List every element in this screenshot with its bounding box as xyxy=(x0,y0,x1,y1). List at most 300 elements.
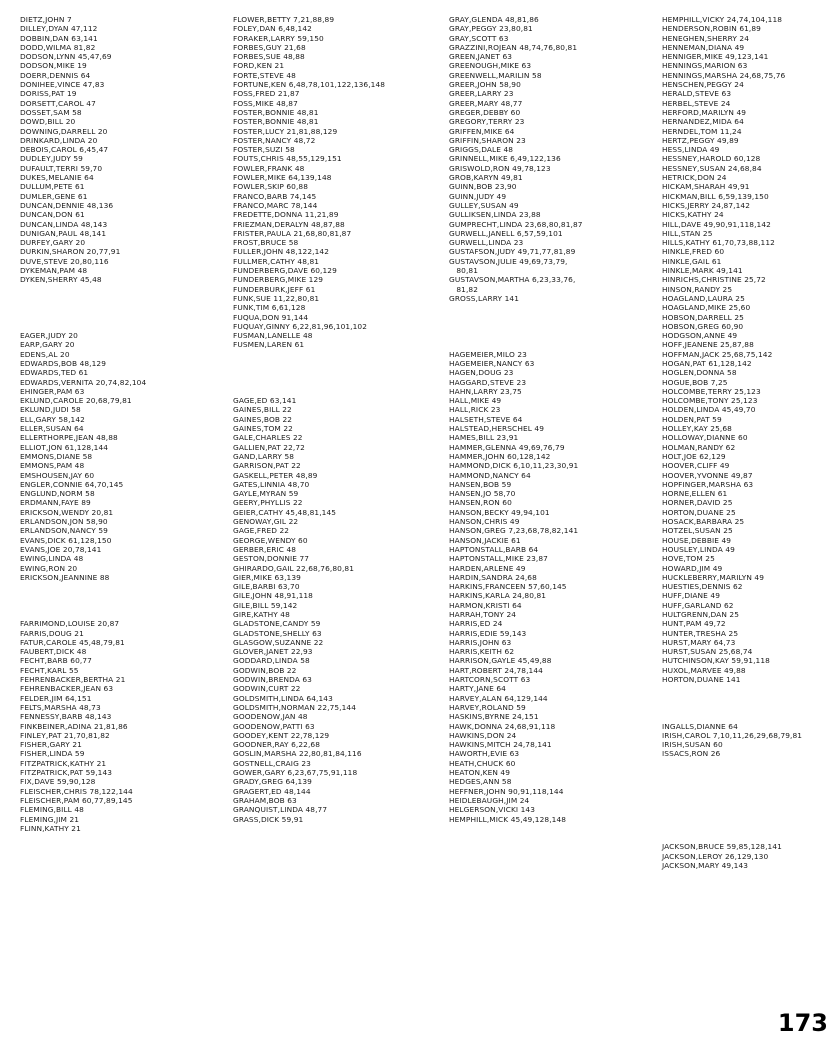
index-entry: FOLEY,DAN 6,48,142 xyxy=(233,24,312,34)
index-entry: DOWNING,DARRELL 20 xyxy=(20,126,108,136)
index-entry: ENGLUND,NORM 58 xyxy=(20,489,95,499)
index-entry: FROST,BRUCE 58 xyxy=(233,238,299,248)
index-entry: HESSNEY,SUSAN 24,68,84 xyxy=(662,163,762,173)
index-entry: HERALD,STEVE 63 xyxy=(662,89,732,99)
index-entry: FOSTER,LUCY 21,81,88,129 xyxy=(233,126,338,136)
spacer xyxy=(449,331,664,340)
index-entry: GOLDSMITH,NORMAN 22,75,144 xyxy=(233,702,357,712)
index-entry: GASKELL,PETER 48,89 xyxy=(233,470,318,480)
spacer xyxy=(449,303,664,312)
index-entry: HOAGLAND,LAURA 25 xyxy=(662,293,745,303)
index-entry: GODDARD,LINDA 58 xyxy=(233,656,310,666)
index-entry: HOUSLEY,LINDA 49 xyxy=(662,544,735,554)
index-entry: FUNDERBURK,JEFF 61 xyxy=(233,284,316,294)
index-entry: DOWD,BILL 20 xyxy=(20,117,76,127)
index-entry: HEFFNER,JOHN 90,91,118,144 xyxy=(449,786,564,796)
index-entry: DUDLEY,JUDY 59 xyxy=(20,154,83,164)
spacer xyxy=(20,610,235,619)
spacer xyxy=(662,787,840,796)
index-entry: FITZPATRICK,PAT 59,143 xyxy=(20,768,113,778)
index-entry: FUQUA,DON 91,144 xyxy=(233,312,309,322)
index-entry: HOVE,TOM 25 xyxy=(662,554,715,564)
index-entry: HENDERSON,ROBIN 61,89 xyxy=(662,24,761,34)
index-entry: HINKLE,FRED 60 xyxy=(662,247,725,257)
index-entry: FRANCO,MARC 78,144 xyxy=(233,200,318,210)
spacer xyxy=(20,601,235,610)
index-entry: FORTUNE,KEN 6,48,78,101,122,136,148 xyxy=(233,80,386,90)
index-entry: HURST,MARY 64,73 xyxy=(662,637,736,647)
index-entry: FENNESSY,BARB 48,143 xyxy=(20,712,112,722)
index-entry: HAWORTH,EVIE 63 xyxy=(449,749,520,759)
index-entry: ERLANDSON,JON 58,90 xyxy=(20,517,108,527)
index-entry: HUFF,DIANE 49 xyxy=(662,591,720,601)
index-entry: HANSON,CHRIS 49 xyxy=(449,517,520,527)
index-entry: FLOWER,BETTY 7,21,88,89 xyxy=(233,15,335,24)
index-entry: FREDETTE,DONNA 11,21,89 xyxy=(233,210,339,220)
index-entry: HERNDEL,TOM 11,24 xyxy=(662,126,742,136)
index-column-3 xyxy=(449,15,664,824)
index-entry: FISHER,LINDA 59 xyxy=(20,749,85,759)
index-entry: HASKINS,BYRNE 24,151 xyxy=(449,712,539,722)
spacer xyxy=(662,694,840,703)
index-entry: HUNTER,TRESHA 25 xyxy=(662,628,739,638)
index-entry: HEATON,KEN 49 xyxy=(449,768,511,778)
index-entry: HAPTONSTALL,BARB 64 xyxy=(449,544,539,554)
index-entry: GRAY,SCOTT 63 xyxy=(449,33,509,43)
index-entry: EDENS,AL 20 xyxy=(20,349,70,359)
index-entry: DUNCAN,DON 61 xyxy=(20,210,85,220)
index-entry: HARTCORN,SCOTT 63 xyxy=(449,675,531,685)
index-entry: FUNDERBERG,MIKE 129 xyxy=(233,275,324,285)
index-entry: EWING,RON 20 xyxy=(20,563,78,573)
index-entry: GIRE,KATHY 48 xyxy=(233,610,290,619)
spacer xyxy=(662,684,840,693)
index-entry: HEMPHILL,VICKY 24,74,104,118 xyxy=(662,15,783,24)
spacer xyxy=(449,313,664,322)
index-entry: FELTS,MARSHA 48,73 xyxy=(20,702,101,712)
index-entry: GRAY,GLENDA 48,81,86 xyxy=(449,15,539,24)
index-entry: FECHT,KARL 55 xyxy=(20,665,79,675)
index-entry: FOWLER,SKIP 60,88 xyxy=(233,182,309,192)
spacer xyxy=(662,824,840,833)
index-entry: GRIGGS,DALE 48 xyxy=(449,145,514,155)
index-entry: HORNE,ELLEN 61 xyxy=(662,489,728,499)
index-entry: FRISTER,PAULA 21,68,80,81,87 xyxy=(233,228,352,238)
index-entry: GEERY,PHYLLIS 22 xyxy=(233,498,303,508)
index-entry: FECHT,BARB 60,77 xyxy=(20,656,92,666)
spacer xyxy=(20,303,235,312)
index-entry: DOSSET,SAM 58 xyxy=(20,107,82,117)
index-entry: DUVE,STEVE 20,80,116 xyxy=(20,256,109,266)
index-entry: HALL,RICK 23 xyxy=(449,405,501,415)
index-entry: HORNER,DAVID 25 xyxy=(662,498,733,508)
index-entry: HAMES,BILL 23,91 xyxy=(449,433,519,443)
index-entry: GALLIEN,PAT 22,72 xyxy=(233,442,305,452)
index-entry: FINKBEINER,ADINA 21,81,86 xyxy=(20,721,128,731)
index-entry: HAGEN,DOUG 23 xyxy=(449,368,514,378)
index-entry: GRIFFIN,SHARON 23 xyxy=(449,135,526,145)
index-entry: HOOVER,CLIFF 49 xyxy=(662,461,730,471)
index-entry: HEDGES,ANN 58 xyxy=(449,777,512,787)
index-entry: EMSHOUSEN,JAY 60 xyxy=(20,470,95,480)
index-entry: GEIER,CATHY 45,48,81,145 xyxy=(233,507,337,517)
index-entry: FARRIS,DOUG 21 xyxy=(20,628,84,638)
index-entry: GOSTNELL,CRAIG 23 xyxy=(233,758,311,768)
index-entry: HARKINS,KARLA 24,80,81 xyxy=(449,591,547,601)
index-entry: GATES,LINNIA 48,70 xyxy=(233,479,310,489)
index-entry: HOWARD,JIM 49 xyxy=(662,563,723,573)
index-entry: HARTY,JANE 64 xyxy=(449,684,506,694)
index-entry: HOFF,JEANENE 25,87,88 xyxy=(662,340,754,350)
index-entry: ENGLER,CONNIE 64,70,145 xyxy=(20,479,124,489)
index-entry: HALSTEAD,HERSCHEL 49 xyxy=(449,424,545,434)
index-entry: FUSMEN,LAREN 61 xyxy=(233,340,305,350)
index-entry: GREENOUGH,MIKE 63 xyxy=(449,61,532,71)
index-entry: JACKSON,LEROY 26,129,130 xyxy=(662,851,769,861)
index-entry: GREER,LARRY 23 xyxy=(449,89,514,99)
index-entry: FITZPATRICK,KATHY 21 xyxy=(20,758,107,768)
index-entry: HINRICHS,CHRISTINE 25,72 xyxy=(662,275,766,285)
index-entry: ERICKSON,JEANNINE 88 xyxy=(20,572,110,582)
index-entry: HOGLEN,DONNA 58 xyxy=(662,368,737,378)
index-entry: HARRAH,TONY 24 xyxy=(449,610,517,619)
index-entry: FOWLER,MIKE 64,139,148 xyxy=(233,173,332,183)
index-entry: HANSON,GREG 7,23,68,78,82,141 xyxy=(449,526,579,536)
index-entry: HENNEMAN,DIANA 49 xyxy=(662,42,745,52)
index-entry: HUFF,GARLAND 62 xyxy=(662,600,734,610)
index-entry: HANSEN,RON 60 xyxy=(449,498,512,508)
index-entry: HAGEMEIER,NANCY 63 xyxy=(449,358,535,368)
index-entry: HARRIS,KEITH 62 xyxy=(449,647,515,657)
index-entry: HARKINS,FRANCEEN 57,60,145 xyxy=(449,582,567,592)
index-entry: FUNK,TIM 6,61,128 xyxy=(233,303,306,313)
index-entry: EDWARDS,BOB 48,129 xyxy=(20,358,107,368)
index-entry: GAGE,FRED 22 xyxy=(233,526,290,536)
index-entry: ERDMANN,FAYE 89 xyxy=(20,498,91,508)
index-entry: GRAY,PEGGY 23,80,81 xyxy=(449,24,533,34)
index-entry: GREEN,JANET 63 xyxy=(449,52,513,62)
index-entry: 80,81 xyxy=(449,266,479,276)
index-entry: HOFFMAN,JACK 25,68,75,142 xyxy=(662,349,773,359)
index-entry: GLADSTONE,CANDY 59 xyxy=(233,619,321,629)
spacer xyxy=(20,285,235,294)
spacer xyxy=(662,712,840,721)
index-entry: FORAKER,LARRY 59,150 xyxy=(233,33,324,43)
spacer xyxy=(20,313,235,322)
index-entry: GUINN,BOB 23,90 xyxy=(449,182,517,192)
index-entry: HAMMER,JOHN 60,128,142 xyxy=(449,451,551,461)
spacer xyxy=(449,340,664,349)
index-entry: FULLER,JOHN 48,122,142 xyxy=(233,247,329,257)
index-entry: DURFEY,GARY 20 xyxy=(20,238,86,248)
index-entry: HANSEN,JO 58,70 xyxy=(449,489,516,499)
index-entry: GURWELL,JANELL 6,57,59,101 xyxy=(449,228,563,238)
index-entry: GRADY,GREG 64,139 xyxy=(233,777,312,787)
spacer xyxy=(20,322,235,331)
index-entry: FAUBERT,DICK 48 xyxy=(20,647,87,657)
index-entry: HARRISON,GAYLE 45,49,88 xyxy=(449,656,552,666)
index-entry: DODSON,MIKE 19 xyxy=(20,61,87,71)
index-entry: GUINN,JUDY 49 xyxy=(449,191,507,201)
index-entry: IRISH,SUSAN 60 xyxy=(662,740,723,750)
index-entry: GRAHAM,BOB 63 xyxy=(233,795,297,805)
spacer xyxy=(20,582,235,591)
index-entry: FUNDERBERG,DAVE 60,129 xyxy=(233,266,337,276)
index-entry: GAND,LARRY 58 xyxy=(233,451,295,461)
index-entry: HUCKLEBERRY,MARILYN 49 xyxy=(662,572,765,582)
index-entry: GILE,BARBI 63,70 xyxy=(233,582,300,592)
index-entry: HILLS,KATHY 61,70,73,88,112 xyxy=(662,238,775,248)
index-entry: HINSON,RANDY 25 xyxy=(662,284,733,294)
index-entry: GURWELL,LINDA 23 xyxy=(449,238,524,248)
index-entry: EDWARDS,VERNITA 20,74,82,104 xyxy=(20,377,147,387)
index-entry: HUNT,PAM 49,72 xyxy=(662,619,726,629)
index-entry: HURST,SUSAN 25,68,74 xyxy=(662,647,753,657)
index-entry: GREER,MARY 48,77 xyxy=(449,98,523,108)
index-entry: DILLEY,DYAN 47,112 xyxy=(20,24,98,34)
index-entry: HAGGARD,STEVE 23 xyxy=(449,377,527,387)
index-entry: DUNCAN,LINDA 48,143 xyxy=(20,219,108,229)
index-entry: FLEMING,JIM 21 xyxy=(20,814,80,824)
index-entry: FELDER,JIM 64,151 xyxy=(20,693,92,703)
index-entry: DUNCAN,DENNIE 48,136 xyxy=(20,200,114,210)
index-entry: EARP,GARY 20 xyxy=(20,340,75,350)
index-entry: FOSTER,NANCY 48,72 xyxy=(233,135,316,145)
index-entry: FUNK,SUE 11,22,80,81 xyxy=(233,293,320,303)
index-entry: 81,82 xyxy=(449,284,479,294)
index-entry: JACKSON,MARY 49,143 xyxy=(662,861,749,871)
spacer xyxy=(662,833,840,842)
index-entry: HENNIGER,MIKE 49,123,141 xyxy=(662,52,769,62)
index-entry: HINKLE,GAIL 61 xyxy=(662,256,722,266)
index-entry: FULLMER,CATHY 48,81 xyxy=(233,256,320,266)
index-entry: EKLUND,JUDI 58 xyxy=(20,405,81,415)
index-entry: DULLUM,PETE 61 xyxy=(20,182,85,192)
index-entry: GAINES,BILL 22 xyxy=(233,405,292,415)
index-entry: HEIDLEBAUGH,JIM 24 xyxy=(449,795,530,805)
spacer xyxy=(233,387,448,396)
index-entry: IRISH,CAROL 7,10,11,26,29,68,79,81 xyxy=(662,730,803,740)
index-entry: ELLIOT,JON 61,128,144 xyxy=(20,442,109,452)
index-entry: DODSON,LYNN 45,47,69 xyxy=(20,52,112,62)
index-entry: HESSNEY,HAROLD 60,128 xyxy=(662,154,761,164)
index-entry: FUQUAY,GINNY 6,22,81,96,101,102 xyxy=(233,321,368,331)
spacer xyxy=(449,322,664,331)
index-entry: GOODENOW,PATTI 63 xyxy=(233,721,315,731)
index-entry: HERBEL,STEVE 24 xyxy=(662,98,731,108)
index-entry: HESS,LINDA 49 xyxy=(662,145,720,155)
index-entry: GALE,CHARLES 22 xyxy=(233,433,303,443)
index-entry: HAMMER,GLENNA 49,69,76,79 xyxy=(449,442,565,452)
index-entry: HAWKINS,DON 24 xyxy=(449,730,517,740)
index-entry: GREER,JOHN 58,90 xyxy=(449,80,521,90)
index-entry: GRANQUIST,LINDA 48,77 xyxy=(233,805,328,815)
index-entry: FISHER,GARY 21 xyxy=(20,740,82,750)
index-entry: GODWIN,BOB 22 xyxy=(233,665,297,675)
index-entry: HODGSON,ANNE 49 xyxy=(662,331,738,341)
index-entry: GAINES,TOM 22 xyxy=(233,424,293,434)
index-entry: HOGAN,PAT 61,128,142 xyxy=(662,358,752,368)
index-entry: HINKLE,MARK 49,141 xyxy=(662,266,743,276)
spacer xyxy=(662,703,840,712)
index-entry: HOLLEY,KAY 25,68 xyxy=(662,424,732,434)
index-entry: HANSEN,BOB 59 xyxy=(449,479,512,489)
index-entry: GOSLIN,MARSHA 22,80,81,84,116 xyxy=(233,749,362,759)
index-entry: HAWK,DONNA 24,68,91,118 xyxy=(449,721,556,731)
index-entry: GLADSTONE,SHELLY 63 xyxy=(233,628,322,638)
index-entry: HUXOL,MARVEE 49,88 xyxy=(662,665,746,675)
index-entry: FINLEY,PAT 21,70,81,82 xyxy=(20,730,110,740)
spacer xyxy=(233,359,448,368)
index-entry: DUNIGAN,PAUL 48,141 xyxy=(20,228,107,238)
index-entry: HARRIS,ED 24 xyxy=(449,619,503,629)
index-entry: HERFORD,MARILYN 49 xyxy=(662,107,747,117)
index-entry: ERICKSON,WENDY 20,81 xyxy=(20,507,114,517)
index-entry: HICKS,JERRY 24,87,142 xyxy=(662,200,751,210)
index-entry: HEMPHILL,MICK 45,49,128,148 xyxy=(449,814,567,824)
index-entry: GILE,JOHN 48,91,118 xyxy=(233,591,313,601)
index-entry: HOLCOMBE,TERRY 25,123 xyxy=(662,386,761,396)
index-entry: GUSTAVSON,JULIE 49,69,73,79, xyxy=(449,256,568,266)
index-entry: HOLDEN,LINDA 45,49,70 xyxy=(662,405,756,415)
index-entry: DYKEMAN,PAM 48 xyxy=(20,266,88,276)
index-entry: GULLEY,SUSAN 49 xyxy=(449,200,519,210)
spacer xyxy=(662,796,840,805)
index-entry: HAGEMEIER,MILO 23 xyxy=(449,349,527,359)
index-entry: HANSON,JACKIE 61 xyxy=(449,535,521,545)
index-entry: HUTCHINSON,KAY 59,91,118 xyxy=(662,656,770,666)
index-entry: HOBSON,GREG 60,90 xyxy=(662,321,744,331)
index-entry: JACKSON,BRUCE 59,85,128,141 xyxy=(662,842,782,852)
index-entry: HALSETH,STEVE 64 xyxy=(449,414,523,424)
index-entry: HEATH,CHUCK 60 xyxy=(449,758,516,768)
index-entry: FARRIMOND,LOUISE 20,87 xyxy=(20,619,120,629)
index-entry: GOODEY,KENT 22,78,129 xyxy=(233,730,330,740)
index-entry: HILL,STAN 25 xyxy=(662,228,713,238)
spacer xyxy=(662,777,840,786)
index-entry: HALL,MIKE 49 xyxy=(449,396,502,406)
index-entry: HICKS,KATHY 24 xyxy=(662,210,724,220)
index-entry: DYKEN,SHERRY 45,48 xyxy=(20,275,102,285)
index-entry: HULTGRENN,DAN 25 xyxy=(662,610,740,619)
spacer xyxy=(20,294,235,303)
index-entry: GRIFFEN,MIKE 64 xyxy=(449,126,515,136)
index-entry: ELLER,SUSAN 64 xyxy=(20,424,84,434)
index-entry: ELL,GARY 58,142 xyxy=(20,414,85,424)
index-entry: EAGER,JUDY 20 xyxy=(20,331,78,341)
index-entry: GRISWOLD,RON 49,78,123 xyxy=(449,163,551,173)
index-entry: DORSETT,CAROL 47 xyxy=(20,98,96,108)
index-entry: EDWARDS,TED 61 xyxy=(20,368,89,378)
index-entry: GOODNER,RAY 6,22,68 xyxy=(233,740,321,750)
index-entry: HAMMOND,DICK 6,10,11,23,30,91 xyxy=(449,461,579,471)
index-entry: DUKES,MELANIE 64 xyxy=(20,173,94,183)
index-entry: GIER,MIKE 63,139 xyxy=(233,572,301,582)
index-entry: FORBES,GUY 21,68 xyxy=(233,42,306,52)
index-column-4 xyxy=(662,15,840,870)
index-entry: HOLLOWAY,DIANNE 60 xyxy=(662,433,748,443)
index-entry: GRASS,DICK 59,91 xyxy=(233,814,304,824)
index-entry: DEBOIS,CAROL 6,45,47 xyxy=(20,145,109,155)
index-entry: FORTE,STEVE 48 xyxy=(233,70,296,80)
index-entry: GROB,KARYN 49,81 xyxy=(449,173,523,183)
index-entry: GESTON,DONNIE 77 xyxy=(233,554,310,564)
index-entry: HOTZEL,SUSAN 25 xyxy=(662,526,733,536)
index-entry: GODWIN,CURT 22 xyxy=(233,684,301,694)
index-entry: EWING,LINDA 48 xyxy=(20,554,84,564)
index-entry: HOGUE,BOB 7,25 xyxy=(662,377,728,387)
index-entry: FLEMING,BILL 48 xyxy=(20,805,84,815)
spacer xyxy=(233,378,448,387)
index-entry: FRIEZMAN,DERALYN 48,87,88 xyxy=(233,219,345,229)
index-entry: HARDEN,ARLENE 49 xyxy=(449,563,526,573)
index-entry: GREGORY,TERRY 23 xyxy=(449,117,525,127)
index-entry: HOUSE,DEBBIE 49 xyxy=(662,535,732,545)
index-entry: HERTZ,PEGGY 49,89 xyxy=(662,135,739,145)
index-entry: EHINGER,PAM 63 xyxy=(20,386,85,396)
index-entry: HARRIS,EDIE 59,143 xyxy=(449,628,527,638)
index-entry: GULLIKSEN,LINDA 23,88 xyxy=(449,210,541,220)
index-entry: EMMONS,PAM 48 xyxy=(20,461,85,471)
index-entry: FORBES,SUE 48,88 xyxy=(233,52,305,62)
index-entry: DOBBIN,DAN 63,141 xyxy=(20,33,98,43)
index-entry: HART,ROBERT 24,78,144 xyxy=(449,665,543,675)
index-entry: EMMONS,DIANE 58 xyxy=(20,451,93,461)
index-entry: HARRIS,JOHN 63 xyxy=(449,637,512,647)
index-entry: FOSTER,BONNIE 48,81 xyxy=(233,107,319,117)
index-entry: GLOVER,JANET 22,93 xyxy=(233,647,313,657)
index-entry: HETRICK,DON 24 xyxy=(662,173,727,183)
index-entry: GENOWAY,GIL 22 xyxy=(233,517,299,527)
index-entry: GILE,BILL 59,142 xyxy=(233,600,298,610)
index-entry: HENNINGS,MARION 63 xyxy=(662,61,748,71)
index-entry: FIX,DAVE 59,90,128 xyxy=(20,777,96,787)
index-entry: GROSS,LARRY 141 xyxy=(449,293,520,303)
index-entry: HICKAM,SHARAH 49,91 xyxy=(662,182,750,192)
index-entry: DRINKARD,LINDA 20 xyxy=(20,135,98,145)
index-entry: HARVEY,ROLAND 59 xyxy=(449,702,526,712)
index-entry: HORTON,DUANE 141 xyxy=(662,675,741,685)
index-entry: GAINES,BOB 22 xyxy=(233,414,293,424)
index-entry: GHIRARDO,GAIL 22,68,76,80,81 xyxy=(233,563,354,573)
index-entry: FATUR,CAROLE 45,48,79,81 xyxy=(20,637,125,647)
index-entry: HENSCHEN,PEGGY 24 xyxy=(662,80,744,90)
index-entry: HOAGLAND,MIKE 25,60 xyxy=(662,303,751,313)
index-entry: HAWKINS,MITCH 24,78,141 xyxy=(449,740,552,750)
index-entry: ERLANDSON,NANCY 59 xyxy=(20,526,108,536)
index-entry: FEHRENBACKER,JEAN 63 xyxy=(20,684,114,694)
index-entry: GRINNELL,MIKE 6,49,122,136 xyxy=(449,154,561,164)
index-entry: FLINN,KATHY 21 xyxy=(20,823,81,833)
index-entry: HOOVER,YVONNE 49,87 xyxy=(662,470,753,480)
index-entry: GUMPRECHT,LINDA 23,68,80,81,87 xyxy=(449,219,583,229)
index-entry: GAGE,ED 63,141 xyxy=(233,396,297,406)
index-entry: FLEISCHER,CHRIS 78,122,144 xyxy=(20,786,133,796)
index-entry: GEORGE,WENDY 60 xyxy=(233,535,308,545)
index-entry: FEHRENBACKER,BERTHA 21 xyxy=(20,675,126,685)
index-entry: HOLMAN,RANDY 62 xyxy=(662,442,736,452)
index-entry: DODD,WILMA 81,82 xyxy=(20,42,96,52)
index-entry: HARDIN,SANDRA 24,68 xyxy=(449,572,537,582)
index-entry: ELLERTHORPE,JEAN 48,88 xyxy=(20,433,118,443)
index-entry: HARVEY,ALAN 64,129,144 xyxy=(449,693,548,703)
index-entry: HOSACK,BARBARA 25 xyxy=(662,517,745,527)
index-entry: EKLUND,CAROLE 20,68,79,81 xyxy=(20,396,132,406)
index-entry: HELGERSON,VICKI 143 xyxy=(449,805,536,815)
index-entry: HERNANDEZ,MIDA 64 xyxy=(662,117,744,127)
index-entry: FOSTER,BONNIE 48,81 xyxy=(233,117,319,127)
index-entry: FORD,KEN 21 xyxy=(233,61,285,71)
